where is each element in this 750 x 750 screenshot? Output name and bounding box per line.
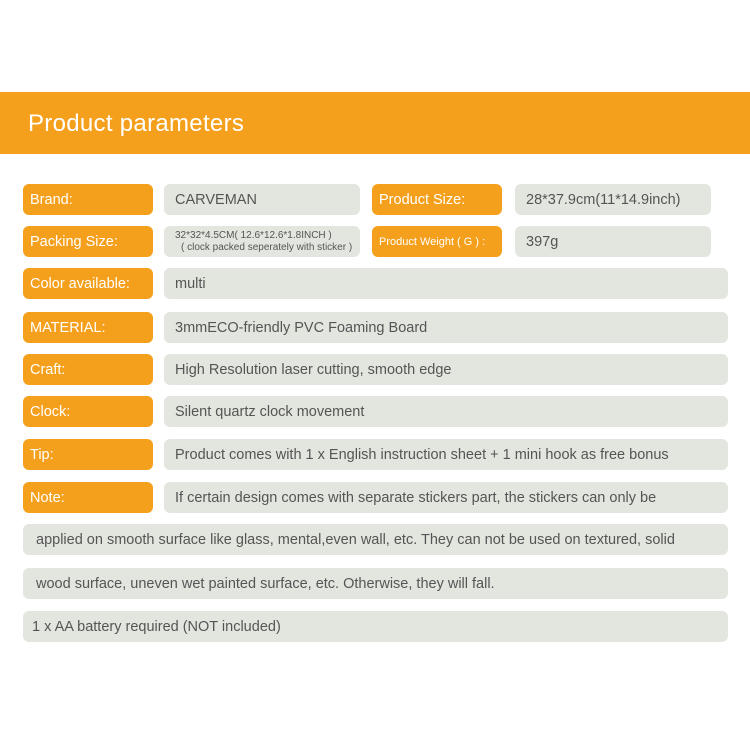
tip-label: Tip: xyxy=(23,439,153,470)
note-label: Note: xyxy=(23,482,153,513)
packing-size-value-line2: ( clock packed seperately with sticker ) xyxy=(181,241,353,253)
brand-value: CARVEMAN xyxy=(164,184,360,215)
tip-value: Product comes with 1 x English instruction sheet + 1 mini hook as free bonus xyxy=(164,439,728,470)
clock-label: Clock: xyxy=(23,396,153,427)
battery-note: 1 x AA battery required (NOT included) xyxy=(23,611,728,642)
page-title: Product parameters xyxy=(28,110,245,137)
clock-value: Silent quartz clock movement xyxy=(164,396,728,427)
product-size-value: 28*37.9cm(11*14.9inch) xyxy=(515,184,711,215)
craft-label: Craft: xyxy=(23,354,153,385)
product-size-label: Product Size: xyxy=(372,184,502,215)
color-label: Color available: xyxy=(23,268,153,299)
material-label: MATERIAL: xyxy=(23,312,153,343)
note-value-line1: If certain design comes with separate stickers part, the stickers can only be xyxy=(164,482,728,513)
header-banner xyxy=(0,92,750,154)
packing-size-value xyxy=(164,226,360,257)
craft-value: High Resolution laser cutting, smooth edge xyxy=(164,354,728,385)
brand-label: Brand: xyxy=(23,184,153,215)
packing-size-label: Packing Size: xyxy=(23,226,153,257)
product-weight-label: Product Weight ( G ) : xyxy=(372,226,502,257)
product-weight-value: 397g xyxy=(515,226,711,257)
color-value: multi xyxy=(164,268,728,299)
material-value: 3mmECO-friendly PVC Foaming Board xyxy=(164,312,728,343)
note-value-line2: applied on smooth surface like glass, mental,even wall, etc. They can not be used on textured, solid xyxy=(23,524,728,555)
packing-size-value-line1: 32*32*4.5CM( 12.6*12.6*1.8INCH ) xyxy=(175,229,332,241)
note-value-line3: wood surface, uneven wet painted surface, etc. Otherwise, they will fall. xyxy=(23,568,728,599)
